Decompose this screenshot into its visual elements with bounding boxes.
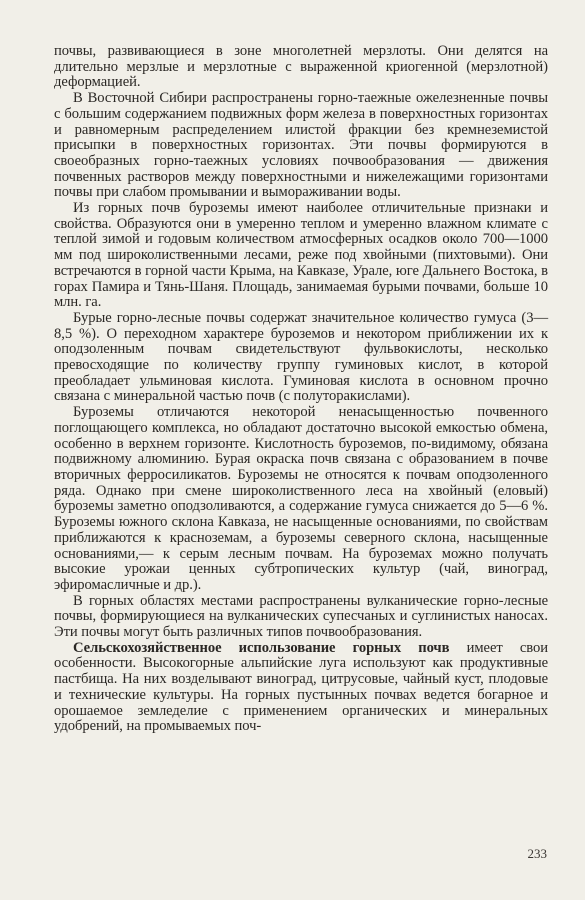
paragraph-text: Буроземы отличаются некоторой ненасыщенностью почвенного поглощающего комплекса, но обладают достаточно высокой емкостью обмена, особенно в верхнем горизонте. Кислотность буроземов, по-видимому, обязана подвижному алюминию. Бурая окраска почв связана с образованием в почве вторичных ферросиликатов. Буроземы не относятся к почвам оподзоленного ряда. Однако при смене широколиственного леса на хвойный (еловый) буроземы заметно оподзоливаются, а содержание гумуса снижается до 5—6 %. Буроземы южного склона Кавказа, не насыщенные основаниями, по свойствам приближаются к красноземам, а буроземы северного склона, насыщенные основаниями,— к серым лесным почвам. На буроземах можно получать высокие урожаи ценных субтропических культур (чай, виноград, эфиромасличные и др.). (54, 404, 548, 593)
paragraph-text: имеет свои особенности. Высокогорные альпийские луга используют как продуктивные пастбища. На них возделывают виноград, цитрусовые, чайный куст, плодовые и технические культуры. На горных пустынных почвах ведется богарное и орошаемое земледелие с применением органических и минеральных удобрений, на промываемых поч- (54, 639, 548, 735)
paragraph-text: Бурые горно-лесные почвы содержат значительное количество гумуса (3—8,5 %). О переходном характере буроземов и некотором приближении их к оподзоленным почвам свидетельствуют фульвокислоты, несколько превосходящие по количеству группу гуминовых кислот, в которой преобладает ульминовая кислота. Гуминовая кислота в основном прочно связана с минеральной частью почв (с полуторакислами). (54, 309, 548, 405)
paragraph-4 (54, 311, 548, 405)
page-body (54, 44, 548, 735)
paragraph-5 (54, 405, 548, 593)
paragraph-7 (54, 641, 548, 735)
paragraph-text: В горных областях местами распространены вулканические горно-лесные почвы, формирующиеся на вулканических супесчаных и суглинистых наносах. Эти почвы могут быть различных типов почвообразования. (54, 592, 548, 641)
paragraph-text: почвы, развивающиеся в зоне многолетней мерзлоты. Они делятся на длительно мерзлые и мерзлотные с выраженной криогенной (мерзлотной) деформацией. (54, 43, 548, 91)
paragraph-text: В Восточной Сибири распространены горно-таежные ожелезненные почвы с большим содержанием подвижных форм железа в поверхностных горизонтах и равномерным распределением илистой фракции без кремнеземистой присыпки в поверхностных горизонтах. Эти почвы формируются в своеобразных горно-таежных условиях почвообразования — движения почвенных растворов между поверхностными и нижележащими горизонтами почвы при слабом промывании и вымораживании воды. (54, 90, 548, 201)
paragraph-2 (54, 91, 548, 201)
paragraph-6 (54, 594, 548, 641)
paragraph-text: Из горных почв буроземы имеют наиболее отличительные признаки и свойства. Образуются они в умеренно теплом и умеренно влажном климате с теплой зимой и годовым количеством атмосферных осадков около 700—1000 мм под широколиственными лесами, реже под хвойными (пихтовыми). Они встречаются в горной части Крыма, на Кавказе, Урале, юге Дальнего Востока, в горах Памира и Тянь-Шаня. Площадь, занимаемая бурыми почвами, больше 10 млн. га. (54, 200, 548, 311)
page-number: 233 (527, 846, 547, 861)
paragraph-3 (54, 201, 548, 311)
section-lead-heading: Сельскохозяйственное использование горных почв (73, 639, 450, 656)
paragraph-1 (54, 44, 548, 91)
